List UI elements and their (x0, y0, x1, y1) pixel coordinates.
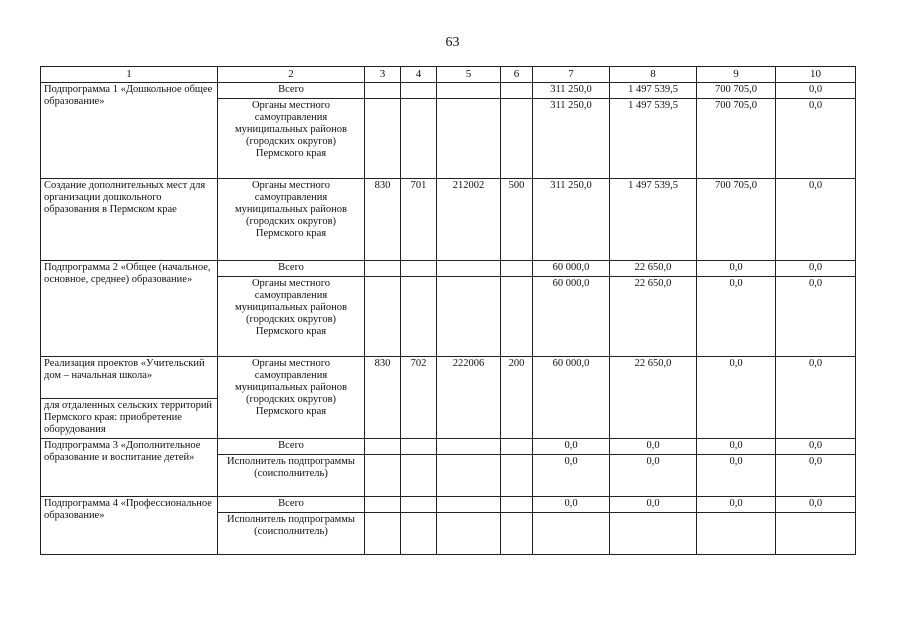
measure-2-name-part-1: Реализация проектов «Учительский дом – начальная школа» (41, 357, 218, 399)
p1-executor: Органы местного самоуправления муниципальных районов (городских округов) Пермского края (218, 99, 365, 179)
measure-2-col9: 0,0 (697, 357, 776, 439)
subprogram-1-name: Подпрограмма 1 «Дошкольное общее образование» (41, 83, 218, 179)
p2-total-label: Всего (218, 261, 365, 277)
p3-exec-col7: 0,0 (533, 455, 610, 497)
measure-1-col7: 311 250,0 (533, 179, 610, 261)
p2-executor: Органы местного самоуправления муниципальных районов (городских округов) Пермского края (218, 277, 365, 357)
p3-exec-col8: 0,0 (610, 455, 697, 497)
empty-cell (697, 513, 776, 555)
p4-total-col8: 0,0 (610, 497, 697, 513)
p3-total-col9: 0,0 (697, 439, 776, 455)
empty-cell (365, 261, 401, 277)
p2-total-col7: 60 000,0 (533, 261, 610, 277)
header-col-7: 7 (533, 67, 610, 83)
p2-total-col8: 22 650,0 (610, 261, 697, 277)
p4-total-col7: 0,0 (533, 497, 610, 513)
p3-total-col7: 0,0 (533, 439, 610, 455)
empty-cell (365, 277, 401, 357)
measure-1-col9: 700 705,0 (697, 179, 776, 261)
empty-cell (501, 83, 533, 99)
empty-cell (437, 513, 501, 555)
measure-1-col10: 0,0 (776, 179, 856, 261)
empty-cell (365, 497, 401, 513)
p1-exec-col10: 0,0 (776, 99, 856, 179)
empty-cell (501, 497, 533, 513)
p4-total-label: Всего (218, 497, 365, 513)
measure-1-col6: 500 (501, 179, 533, 261)
empty-cell (365, 83, 401, 99)
measure-2-col5: 222006 (437, 357, 501, 439)
measure-2-col8: 22 650,0 (610, 357, 697, 439)
p3-total-label: Всего (218, 439, 365, 455)
header-row (41, 67, 856, 83)
measure-2-col4: 702 (401, 357, 437, 439)
p1-exec-col9: 700 705,0 (697, 99, 776, 179)
p1-total-col9: 700 705,0 (697, 83, 776, 99)
p1-total-col10: 0,0 (776, 83, 856, 99)
empty-cell (501, 439, 533, 455)
header-col-10: 10 (776, 67, 856, 83)
empty-cell (365, 513, 401, 555)
empty-cell (501, 455, 533, 497)
measure-2-col3: 830 (365, 357, 401, 439)
measure-1-col5: 212002 (437, 179, 501, 261)
p4-executor: Исполнитель подпрограммы (соисполнитель) (218, 513, 365, 555)
empty-cell (401, 261, 437, 277)
subprogram-2-name: Подпрограмма 2 «Общее (начальное, основное, среднее) образование» (41, 261, 218, 357)
table-row (41, 83, 856, 99)
p2-exec-col8: 22 650,0 (610, 277, 697, 357)
header-col-4: 4 (401, 67, 437, 83)
p1-total-col8: 1 497 539,5 (610, 83, 697, 99)
empty-cell (437, 83, 501, 99)
table-row (41, 497, 856, 513)
measure-1-col3: 830 (365, 179, 401, 261)
p3-exec-col10: 0,0 (776, 455, 856, 497)
p1-total-label: Всего (218, 83, 365, 99)
empty-cell (501, 99, 533, 179)
empty-cell (401, 439, 437, 455)
header-col-8: 8 (610, 67, 697, 83)
empty-cell (501, 513, 533, 555)
header-col-6: 6 (501, 67, 533, 83)
measure-2-col6: 200 (501, 357, 533, 439)
table-row (41, 439, 856, 455)
empty-cell (437, 497, 501, 513)
table-row (41, 357, 856, 399)
p3-total-col10: 0,0 (776, 439, 856, 455)
measure-2-col10: 0,0 (776, 357, 856, 439)
p2-exec-col9: 0,0 (697, 277, 776, 357)
empty-cell (437, 455, 501, 497)
p2-total-col10: 0,0 (776, 261, 856, 277)
empty-cell (401, 513, 437, 555)
p4-total-col10: 0,0 (776, 497, 856, 513)
header-col-3: 3 (365, 67, 401, 83)
empty-cell (365, 99, 401, 179)
empty-cell (401, 455, 437, 497)
p3-executor: Исполнитель подпрограммы (соисполнитель) (218, 455, 365, 497)
empty-cell (401, 277, 437, 357)
empty-cell (437, 261, 501, 277)
header-col-2: 2 (218, 67, 365, 83)
p3-total-col8: 0,0 (610, 439, 697, 455)
empty-cell (610, 513, 697, 555)
measure-1-col4: 701 (401, 179, 437, 261)
table-row (41, 179, 856, 261)
empty-cell (501, 277, 533, 357)
page-number: 63 (445, 35, 460, 50)
measure-1-name: Создание дополнительных мест для организации дошкольного образования в Пермском крае (41, 179, 218, 261)
empty-cell (437, 99, 501, 179)
empty-cell (437, 277, 501, 357)
measure-1-executor: Органы местного самоуправления муниципальных районов (городских округов) Пермского края (218, 179, 365, 261)
p4-total-col9: 0,0 (697, 497, 776, 513)
p2-total-col9: 0,0 (697, 261, 776, 277)
empty-cell (776, 513, 856, 555)
header-col-9: 9 (697, 67, 776, 83)
budget-table (40, 66, 856, 555)
empty-cell (501, 261, 533, 277)
p1-exec-col8: 1 497 539,5 (610, 99, 697, 179)
header-col-1: 1 (41, 67, 218, 83)
p1-total-col7: 311 250,0 (533, 83, 610, 99)
p3-exec-col9: 0,0 (697, 455, 776, 497)
empty-cell (365, 455, 401, 497)
table-row (41, 261, 856, 277)
empty-cell (401, 497, 437, 513)
measure-2-name-part-2: для отдаленных сельских территорий Пермского края: приобретение оборудования (41, 399, 218, 439)
p2-exec-col7: 60 000,0 (533, 277, 610, 357)
empty-cell (365, 439, 401, 455)
header-col-5: 5 (437, 67, 501, 83)
subprogram-3-name: Подпрограмма 3 «Дополнительное образование и воспитание детей» (41, 439, 218, 497)
empty-cell (401, 83, 437, 99)
p2-exec-col10: 0,0 (776, 277, 856, 357)
empty-cell (437, 439, 501, 455)
measure-2-executor: Органы местного самоуправления муниципальных районов (городских округов) Пермского края (218, 357, 365, 439)
p1-exec-col7: 311 250,0 (533, 99, 610, 179)
empty-cell (533, 513, 610, 555)
measure-1-col8: 1 497 539,5 (610, 179, 697, 261)
subprogram-4-name: Подпрограмма 4 «Профессиональное образование» (41, 497, 218, 555)
measure-2-col7: 60 000,0 (533, 357, 610, 439)
empty-cell (401, 99, 437, 179)
